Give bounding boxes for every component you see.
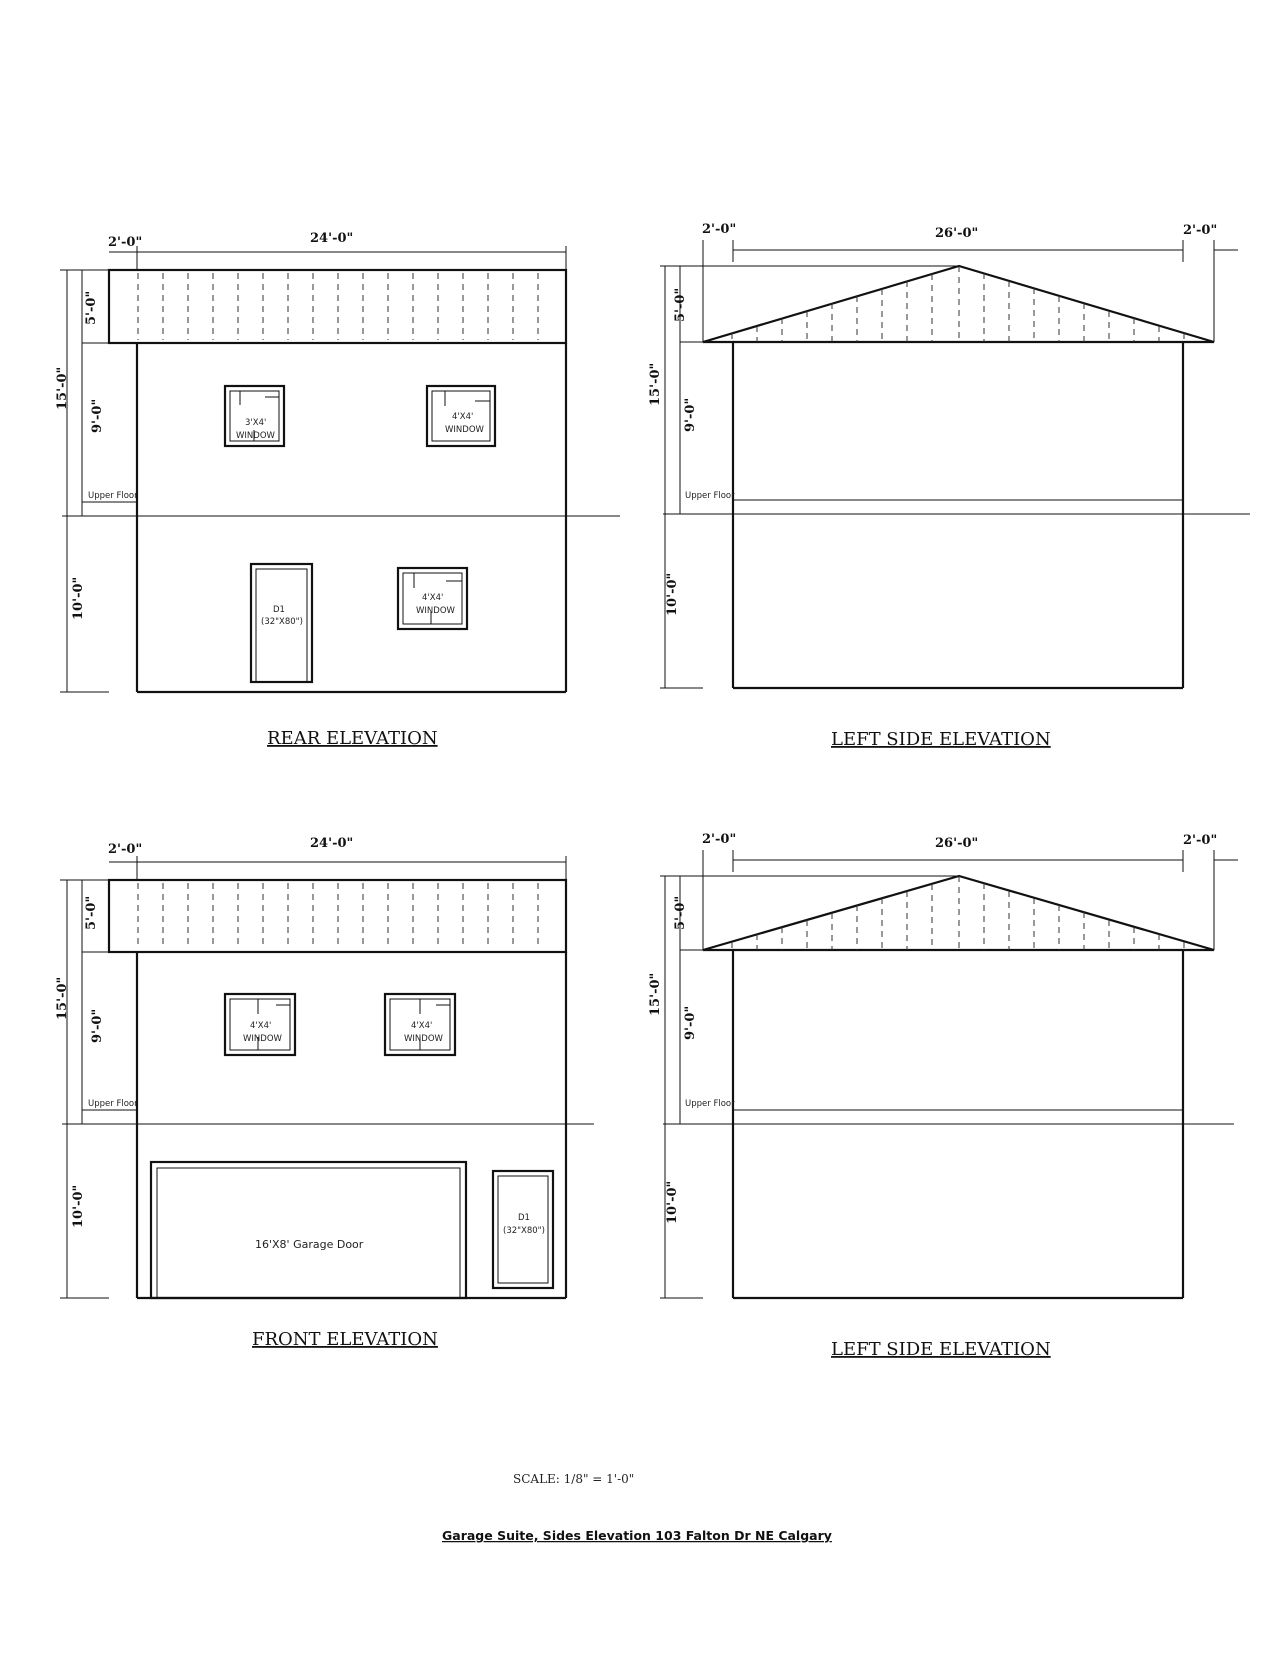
left1-overhang-left-dim: 2'-0" [702, 222, 737, 237]
front-door-id: D1 [518, 1213, 530, 1223]
front-overhang-dim: 2'-0" [108, 842, 143, 857]
front-roof-height-dim: 5'-0" [84, 895, 99, 930]
left2-gable-ticks [732, 876, 1184, 950]
left1-roof-height-dim: 5'-0" [673, 287, 688, 322]
rear-window1-word: WINDOW [236, 431, 275, 441]
left2-roof-height-dim: 5'-0" [673, 895, 688, 930]
rear-window3-word: WINDOW [416, 606, 455, 616]
left1-total-height-dim: 15'-0" [648, 362, 663, 406]
rear-window2-size: 4'X4' [452, 412, 474, 422]
left2-upper-floor-label: Upper Floor [685, 1099, 735, 1109]
front-window2-size: 4'X4' [411, 1021, 433, 1031]
rear-window1-size: 3'X4' [245, 418, 267, 428]
left1-width-dim: 26'-0" [935, 226, 979, 241]
rear-overhang-dim: 2'-0" [108, 235, 143, 250]
left2-width-dim: 26'-0" [935, 836, 979, 851]
left-side-elevation-bottom [660, 850, 1238, 1298]
rear-width-dim: 24'-0" [310, 231, 354, 246]
left2-total-height-dim: 15'-0" [648, 972, 663, 1016]
rear-roof-height-dim: 5'-0" [84, 290, 99, 325]
left2-lower-height-dim: 10'-0" [665, 1180, 680, 1224]
sheet-title: Garage Suite, Sides Elevation 103 Falton Dr NE Calgary [442, 1528, 832, 1543]
front-window1-size: 4'X4' [250, 1021, 272, 1031]
front-upper-floor-label: Upper Floor [88, 1099, 138, 1109]
left-side-elevation-top [660, 240, 1250, 688]
front-width-dim: 24'-0" [310, 836, 354, 851]
left2-upper-height-dim: 9'-0" [683, 1005, 698, 1040]
front-upper-height-dim: 9'-0" [90, 1008, 105, 1043]
rear-upper-height-dim: 9'-0" [90, 398, 105, 433]
left1-upper-height-dim: 9'-0" [683, 397, 698, 432]
front-window1-word: WINDOW [243, 1034, 282, 1044]
left1-upper-floor-label: Upper Floor [685, 491, 735, 501]
left2-elevation-title: LEFT SIDE ELEVATION [831, 1339, 1051, 1360]
rear-total-height-dim: 15'-0" [55, 366, 70, 410]
front-garage-door [151, 1162, 466, 1298]
rear-door-id: D1 [273, 605, 285, 615]
left1-lower-height-dim: 10'-0" [665, 572, 680, 616]
left1-gable-ticks [732, 266, 1184, 342]
front-roof-dashes [138, 883, 538, 949]
rear-window2-word: WINDOW [445, 425, 484, 435]
left1-overhang-right-dim: 2'-0" [1183, 223, 1218, 238]
left2-overhang-left-dim: 2'-0" [702, 832, 737, 847]
left2-overhang-right-dim: 2'-0" [1183, 833, 1218, 848]
front-lower-height-dim: 10'-0" [71, 1184, 86, 1228]
rear-window3-size: 4'X4' [422, 593, 444, 603]
front-garage-door-label: 16'X8' Garage Door [255, 1238, 364, 1251]
front-door-size: (32"X80") [503, 1226, 545, 1236]
scale-note: SCALE: 1/8" = 1'-0" [513, 1472, 635, 1486]
rear-elevation [60, 246, 620, 692]
rear-roof-dashes [138, 273, 538, 340]
front-window2-word: WINDOW [404, 1034, 443, 1044]
front-elevation-title: FRONT ELEVATION [252, 1329, 438, 1350]
rear-elevation-title: REAR ELEVATION [267, 728, 438, 749]
left1-elevation-title: LEFT SIDE ELEVATION [831, 729, 1051, 750]
rear-door-size: (32"X80") [261, 617, 303, 627]
rear-upper-floor-label: Upper Floor [88, 491, 138, 501]
rear-lower-height-dim: 10'-0" [71, 576, 86, 620]
front-total-height-dim: 15'-0" [55, 976, 70, 1020]
